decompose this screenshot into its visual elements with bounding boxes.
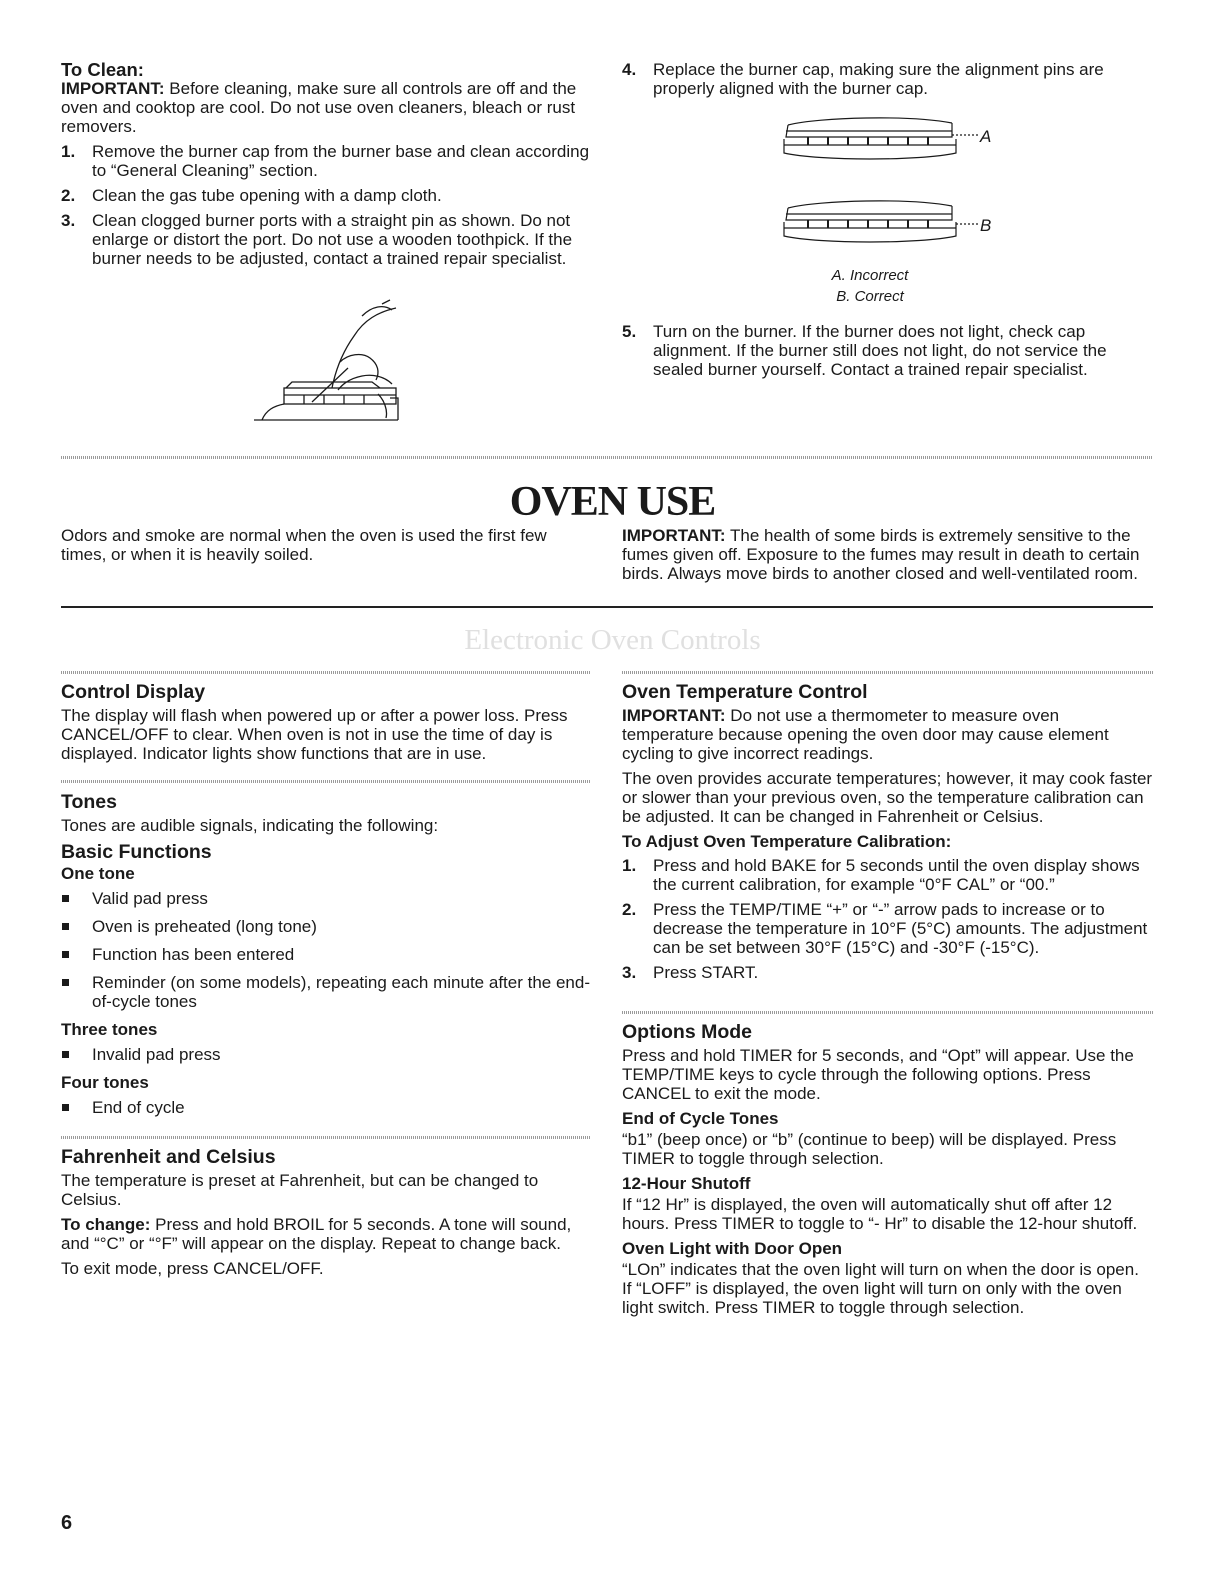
clean-step: 5. Turn on the burner. If the burner does not light, check cap alignment. If the burner still does not light, do not service the sealed burner yourself. Contact a trained repair specialist.	[622, 322, 1107, 379]
burner-cap-steps	[622, 60, 1152, 104]
eoc-heading: End of Cycle Tones	[622, 1109, 779, 1128]
adjust-step: 2. Press the TEMP/TIME “+” or “-” arrow pads to increase or to decrease the temperature in 10°F (5°C) amounts. The adjustment can be set between 30°F (15°C) and -30°F (-15°C).	[622, 900, 1148, 957]
control-display-text: The display will flash when powered up or after a power loss. Press CANCEL/OFF to clear. When oven is not in use the time of day is displayed. Indicator lights show functions that are in use.	[61, 706, 568, 763]
adjust-step: 1. Press and hold BAKE for 5 seconds until the oven display shows the current calibration, for example “0°F CAL” or “00.”	[622, 856, 1140, 894]
divider	[61, 780, 591, 783]
three-tones-heading: Three tones	[61, 1020, 158, 1039]
to-clean-steps	[61, 142, 591, 268]
tones-section	[61, 793, 591, 1126]
figure-label-a: A	[980, 127, 992, 146]
options-text: Press and hold TIMER for 5 seconds, and “Opt” will appear. Use the TEMP/TIME keys to cycle through the following options. Press CANCEL to exit the mode.	[622, 1046, 1134, 1103]
temp-control-heading: Oven Temperature Control	[622, 681, 868, 703]
divider	[61, 671, 591, 674]
adjust-steps	[622, 856, 1153, 982]
clean-step: 4. Replace the burner cap, making sure the alignment pins are properly aligned with the burner cap.	[622, 60, 1104, 98]
eoc-text: “b1” (beep once) or “b” (continue to beep) will be displayed. Press TIMER to toggle through selection.	[622, 1130, 1117, 1168]
three-tones-list	[61, 1045, 591, 1064]
one-tone-heading: One tone	[61, 864, 135, 883]
burner-cap-correct-figure	[780, 198, 980, 250]
divider	[61, 606, 1153, 608]
options-section	[622, 1023, 1153, 1323]
page-title: OVEN USE	[509, 479, 716, 525]
clean-step: 1. Remove the burner cap from the burner base and clean according to “General Cleaning” section.	[61, 142, 590, 180]
oven-use-intro: Odors and smoke are normal when the oven is used the first few times, or when it is heavily soiled.	[61, 526, 547, 564]
figure-label-b: B	[980, 216, 992, 235]
shutoff-heading: 12-Hour Shutoff	[622, 1174, 751, 1193]
section-title: Electronic Oven Controls	[464, 624, 761, 656]
page-number: 6	[61, 1512, 73, 1534]
list-item: Function has been entered	[61, 945, 591, 964]
options-heading: Options Mode	[622, 1021, 752, 1043]
fahrenheit-section	[61, 1148, 591, 1284]
adjust-step: 3. Press START.	[622, 963, 759, 982]
fahrenheit-change: To change: Press and hold BROIL for 5 seconds. A tone will sound, and “°C” or “°F” will appear on the display. Repeat to change back.	[61, 1215, 572, 1253]
tones-heading: Tones	[61, 791, 117, 813]
tones-intro: Tones are audible signals, indicating the following:	[61, 816, 439, 835]
oven-light-text: “LOn” indicates that the oven light will turn on when the door is open. If “LOFF” is displayed, the oven light will turn on only with the oven light switch. Press TIMER to toggle through selection.	[622, 1260, 1139, 1317]
four-tones-heading: Four tones	[61, 1073, 149, 1092]
list-item: Reminder (on some models), repeating each minute after the end-of-cycle tones	[61, 973, 591, 1011]
to-clean-section	[61, 60, 591, 274]
temp-control-section	[622, 683, 1153, 988]
temp-control-text: The oven provides accurate temperatures; however, it may cook faster or slower than your previous oven, so the temperature calibration can be adjusted. It can be changed in Fahrenheit or Celsius.	[622, 769, 1153, 826]
pin-cleaning-illustration	[252, 298, 402, 426]
four-tones-list	[61, 1098, 591, 1117]
to-clean-important: IMPORTANT: Before cleaning, make sure all controls are off and the oven and cooktop are cool. Do not use oven cleaners, bleach or rust removers.	[61, 79, 577, 136]
clean-step: 2. Clean the gas tube opening with a damp cloth.	[61, 186, 442, 205]
divider	[622, 671, 1153, 674]
to-clean-heading: To Clean:	[61, 59, 144, 80]
clean-step: 3. Clean clogged burner ports with a straight pin as shown. Do not enlarge or distort the port. Do not use a wooden toothpick. If the burner needs to be adjusted, contact a trained repair specialist.	[61, 211, 573, 268]
burner-cap-incorrect-figure	[780, 115, 980, 167]
divider	[622, 1011, 1153, 1014]
oven-use-important: IMPORTANT: The health of some birds is extremely sensitive to the fumes given off. Exposure to the fumes may result in death to certain birds. Always move birds to another closed and well-ventilated room.	[622, 526, 1140, 583]
shutoff-text: If “12 Hr” is displayed, the oven will automatically shut off after 12 hours. Press TIMER to toggle to “- Hr” to disable the 12-hour shutoff.	[622, 1195, 1138, 1233]
temp-control-important: IMPORTANT: Do not use a thermometer to measure oven temperature because opening the oven door may cause element cycling to give incorrect readings.	[622, 706, 1109, 763]
oven-light-heading: Oven Light with Door Open	[622, 1239, 843, 1258]
list-item: Invalid pad press	[61, 1045, 591, 1064]
divider	[61, 456, 1153, 459]
list-item: Valid pad press	[61, 889, 591, 908]
figure-captions	[790, 265, 950, 307]
control-display-heading: Control Display	[61, 681, 206, 703]
divider	[61, 1136, 591, 1139]
fahrenheit-exit: To exit mode, press CANCEL/OFF.	[61, 1259, 324, 1278]
caption-correct: B. Correct	[836, 288, 904, 305]
caption-incorrect: A. Incorrect	[831, 267, 909, 284]
list-item: End of cycle	[61, 1098, 591, 1117]
adjust-heading: To Adjust Oven Temperature Calibration:	[622, 832, 952, 851]
one-tone-list	[61, 889, 591, 1011]
control-display-section	[61, 683, 591, 769]
fahrenheit-text: The temperature is preset at Fahrenheit, but can be changed to Celsius.	[61, 1171, 539, 1209]
fahrenheit-heading: Fahrenheit and Celsius	[61, 1146, 276, 1168]
basic-functions-heading: Basic Functions	[61, 841, 212, 863]
burner-light-step	[622, 322, 1152, 385]
list-item: Oven is preheated (long tone)	[61, 917, 591, 936]
